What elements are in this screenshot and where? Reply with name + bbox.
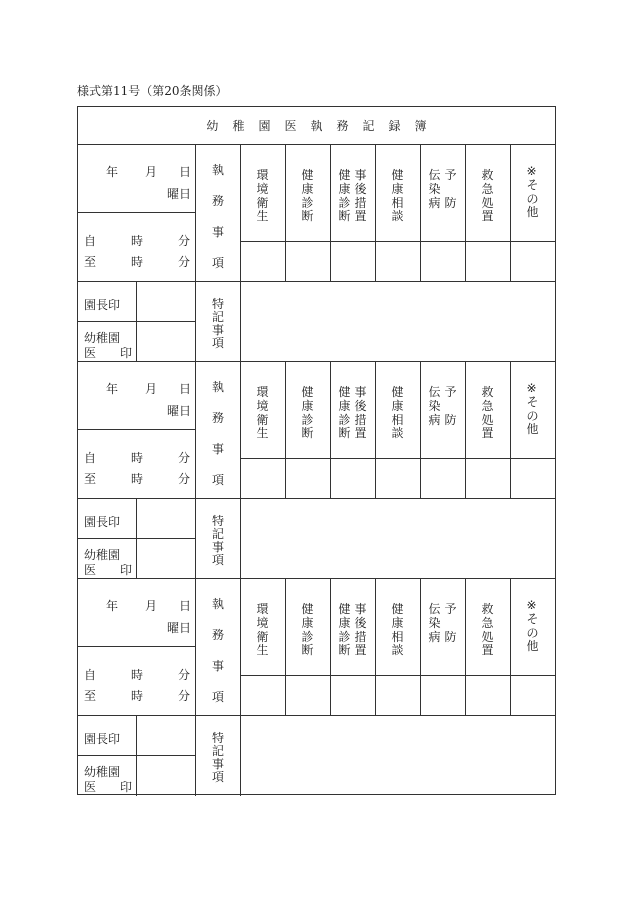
duty-char: 境 bbox=[256, 615, 269, 630]
duty-char: 処 bbox=[481, 195, 494, 210]
duty-char: 他 bbox=[526, 639, 539, 654]
duty-char: ※ bbox=[526, 164, 537, 178]
duty-char: 健 bbox=[391, 602, 404, 616]
duty-char: 康 bbox=[338, 615, 351, 630]
duty-char: 病 bbox=[428, 629, 441, 644]
duty-char: 防 bbox=[444, 629, 457, 644]
duty-char: 診 bbox=[338, 195, 351, 210]
duty-char: 診 bbox=[301, 629, 314, 644]
duty-char: 断 bbox=[301, 209, 314, 224]
duty-char: 衛 bbox=[256, 412, 269, 427]
duty-char bbox=[445, 400, 457, 414]
minute-label: 分 bbox=[178, 472, 191, 486]
duty-entry-cell[interactable] bbox=[330, 676, 375, 715]
duty-char: 防 bbox=[444, 412, 457, 427]
physician-seal-box[interactable] bbox=[137, 322, 195, 361]
duty-char: 予 bbox=[444, 602, 457, 616]
duty-char: 染 bbox=[428, 615, 441, 630]
duty-char: 後 bbox=[354, 615, 367, 630]
principal-seal-label: 園長印 bbox=[84, 515, 121, 529]
duty-char: 断 bbox=[301, 426, 314, 441]
duty-char: 環 bbox=[256, 385, 269, 399]
duty-char bbox=[445, 617, 457, 631]
physician-seal-box[interactable] bbox=[137, 539, 195, 578]
duty-column-3 bbox=[339, 386, 351, 441]
hour-label: 時 bbox=[131, 255, 144, 269]
record-block bbox=[78, 579, 555, 796]
special-notes-char: 事 bbox=[212, 757, 225, 771]
duty-entry-cell[interactable] bbox=[510, 242, 555, 281]
duty-entry-cell[interactable] bbox=[240, 242, 285, 281]
duty-char: 康 bbox=[338, 398, 351, 413]
duty-column-5 bbox=[429, 386, 441, 427]
duty-column-3 bbox=[339, 169, 351, 224]
duty-char: 健 bbox=[301, 385, 314, 399]
duty-char: 伝 bbox=[428, 168, 441, 182]
principal-seal-box[interactable] bbox=[137, 282, 195, 321]
grid-line bbox=[195, 145, 196, 281]
duty-char: 断 bbox=[338, 209, 351, 224]
sheet-title bbox=[78, 107, 555, 145]
duty-column-7 bbox=[527, 599, 539, 654]
duty-char: 診 bbox=[301, 195, 314, 210]
physician-seal-label: 医 印 bbox=[84, 780, 133, 794]
duty-char: 健 bbox=[301, 168, 314, 182]
duty-char: 救 bbox=[481, 168, 494, 182]
duty-char: 急 bbox=[481, 615, 494, 630]
duty-char: 健 bbox=[338, 385, 351, 399]
duty-char: の bbox=[526, 408, 539, 423]
duty-char: 衛 bbox=[256, 195, 269, 210]
duty-char: 談 bbox=[391, 209, 404, 224]
duty-column-5 bbox=[429, 603, 441, 644]
from-label: 自 bbox=[84, 234, 97, 248]
duty-column-5 bbox=[445, 603, 457, 644]
physician-seal-label: 医 印 bbox=[84, 563, 133, 577]
duty-char: 康 bbox=[301, 398, 314, 413]
duty-char: 伝 bbox=[428, 385, 441, 399]
duty-column-6 bbox=[482, 169, 494, 224]
duty-char: 相 bbox=[391, 629, 404, 644]
title-char: 医 bbox=[284, 119, 297, 133]
duty-char: 急 bbox=[481, 181, 494, 196]
grid-line bbox=[195, 715, 196, 796]
weekday-label: 曜日 bbox=[167, 621, 192, 635]
special-notes-char: 特 bbox=[212, 731, 225, 745]
minute-label: 分 bbox=[178, 689, 191, 703]
duty-char: ※ bbox=[526, 381, 537, 395]
day-label: 日 bbox=[179, 599, 192, 613]
duty-char: 急 bbox=[481, 398, 494, 413]
title-char: 録 bbox=[388, 119, 401, 133]
duty-char: 事 bbox=[354, 168, 367, 182]
grid-line bbox=[78, 212, 195, 213]
duty-column-1 bbox=[257, 169, 269, 224]
special-notes-char: 項 bbox=[212, 770, 225, 784]
duty-char: 康 bbox=[391, 181, 404, 196]
special-notes-char: 特 bbox=[212, 514, 225, 528]
special-notes-area[interactable] bbox=[241, 499, 555, 578]
duty-char: 伝 bbox=[428, 602, 441, 616]
duty-record-sheet bbox=[77, 106, 556, 795]
duty-char: 処 bbox=[481, 412, 494, 427]
duty-entry-cell[interactable] bbox=[420, 459, 465, 498]
duty-char: 予 bbox=[444, 168, 457, 182]
duty-entry-cell[interactable] bbox=[330, 459, 375, 498]
month-label: 月 bbox=[145, 382, 158, 396]
duty-char: 談 bbox=[391, 643, 404, 658]
duty-label-char: 務 bbox=[212, 628, 225, 642]
duty-char: 境 bbox=[256, 398, 269, 413]
title-char: 簿 bbox=[414, 119, 427, 133]
minute-label: 分 bbox=[178, 255, 191, 269]
duty-char: 相 bbox=[391, 195, 404, 210]
duty-label-char: 執 bbox=[212, 163, 225, 177]
duty-label-char: 項 bbox=[212, 473, 225, 487]
physician-seal-label: 医 印 bbox=[84, 346, 133, 360]
duty-entry-cell[interactable] bbox=[330, 242, 375, 281]
duty-char: 後 bbox=[354, 398, 367, 413]
duty-char: そ bbox=[526, 177, 539, 192]
duty-entry-cell[interactable] bbox=[420, 676, 465, 715]
duty-char: 措 bbox=[354, 195, 367, 210]
duty-char: 救 bbox=[481, 385, 494, 399]
duty-char: 予 bbox=[444, 385, 457, 399]
special-notes-char: 記 bbox=[212, 310, 225, 324]
duty-column-4 bbox=[392, 603, 404, 658]
duty-entry-cell[interactable] bbox=[285, 676, 330, 715]
duty-char: そ bbox=[526, 394, 539, 409]
duty-column-5 bbox=[429, 169, 441, 210]
duty-char: の bbox=[526, 191, 539, 206]
physician-seal-label: 幼稚園 bbox=[84, 548, 121, 562]
duty-char: 断 bbox=[338, 643, 351, 658]
duty-column-2 bbox=[302, 386, 314, 441]
grid-line bbox=[195, 498, 196, 579]
special-notes-area[interactable] bbox=[241, 282, 555, 361]
title-char: 園 bbox=[258, 119, 271, 133]
grid-line bbox=[78, 429, 195, 430]
duty-entry-cell[interactable] bbox=[465, 242, 510, 281]
special-notes-char: 特 bbox=[212, 297, 225, 311]
weekday-label: 曜日 bbox=[167, 404, 192, 418]
duty-label-char: 事 bbox=[212, 442, 225, 456]
duty-char: 談 bbox=[391, 426, 404, 441]
duty-char bbox=[445, 183, 457, 197]
principal-seal-box[interactable] bbox=[137, 716, 195, 755]
hour-label: 時 bbox=[131, 472, 144, 486]
duty-char: 事 bbox=[354, 385, 367, 399]
duty-char: 康 bbox=[301, 615, 314, 630]
hour-label: 時 bbox=[131, 668, 144, 682]
duty-char: 断 bbox=[301, 643, 314, 658]
to-label: 至 bbox=[84, 472, 97, 486]
duty-label-char: 項 bbox=[212, 256, 225, 270]
record-block bbox=[78, 145, 555, 362]
duty-char: 処 bbox=[481, 629, 494, 644]
duty-char: 置 bbox=[354, 209, 367, 224]
duty-char: ※ bbox=[526, 598, 537, 612]
physician-seal-label: 幼稚園 bbox=[84, 765, 121, 779]
duty-label-char: 事 bbox=[212, 225, 225, 239]
duty-column-1 bbox=[257, 603, 269, 658]
duty-char: 診 bbox=[338, 629, 351, 644]
special-notes-char: 事 bbox=[212, 540, 225, 554]
duty-char: そ bbox=[526, 611, 539, 626]
duty-char: 健 bbox=[391, 385, 404, 399]
duty-char: 置 bbox=[481, 426, 494, 441]
duty-char: 相 bbox=[391, 412, 404, 427]
duty-char: 措 bbox=[354, 412, 367, 427]
duty-char: 生 bbox=[256, 643, 269, 658]
duty-column-3 bbox=[355, 386, 367, 441]
duty-char: 境 bbox=[256, 181, 269, 196]
duty-char: 措 bbox=[354, 629, 367, 644]
duty-column-2 bbox=[302, 169, 314, 224]
title-char: 務 bbox=[336, 119, 349, 133]
duty-char: 診 bbox=[301, 412, 314, 427]
duty-char: 他 bbox=[526, 422, 539, 437]
physician-seal-label: 幼稚園 bbox=[84, 331, 121, 345]
to-label: 至 bbox=[84, 255, 97, 269]
duty-char: 康 bbox=[338, 181, 351, 196]
duty-entry-cell[interactable] bbox=[240, 676, 285, 715]
physician-seal-box[interactable] bbox=[137, 756, 195, 795]
hour-label: 時 bbox=[131, 689, 144, 703]
duty-char: 置 bbox=[481, 209, 494, 224]
day-label: 日 bbox=[179, 382, 192, 396]
duty-label-char: 務 bbox=[212, 194, 225, 208]
duty-column-2 bbox=[302, 603, 314, 658]
duty-column-3 bbox=[355, 169, 367, 224]
duty-char: 康 bbox=[301, 181, 314, 196]
duty-column-1 bbox=[257, 386, 269, 441]
special-notes-char: 記 bbox=[212, 527, 225, 541]
duty-column-4 bbox=[392, 169, 404, 224]
duty-char: 染 bbox=[428, 181, 441, 196]
duty-char: 康 bbox=[391, 615, 404, 630]
title-char: 幼 bbox=[206, 119, 219, 133]
duty-column-6 bbox=[482, 603, 494, 658]
month-label: 月 bbox=[145, 165, 158, 179]
from-label: 自 bbox=[84, 668, 97, 682]
duty-entry-cell[interactable] bbox=[420, 242, 465, 281]
to-label: 至 bbox=[84, 689, 97, 703]
year-label: 年 bbox=[106, 165, 119, 179]
grid-line bbox=[195, 579, 196, 715]
duty-column-5 bbox=[445, 169, 457, 210]
duty-label-char: 事 bbox=[212, 659, 225, 673]
minute-label: 分 bbox=[178, 668, 191, 682]
special-notes-char: 項 bbox=[212, 336, 225, 350]
duty-char: 環 bbox=[256, 168, 269, 182]
duty-char: 後 bbox=[354, 181, 367, 196]
duty-entry-cell[interactable] bbox=[510, 676, 555, 715]
duty-char: 置 bbox=[354, 643, 367, 658]
duty-column-6 bbox=[482, 386, 494, 441]
grid-line bbox=[195, 362, 196, 498]
title-char: 執 bbox=[310, 119, 323, 133]
title-char: 稚 bbox=[232, 119, 245, 133]
minute-label: 分 bbox=[178, 451, 191, 465]
duty-char: 置 bbox=[481, 643, 494, 658]
duty-label-char: 務 bbox=[212, 411, 225, 425]
from-label: 自 bbox=[84, 451, 97, 465]
duty-entry-cell[interactable] bbox=[375, 459, 420, 498]
principal-seal-label: 園長印 bbox=[84, 732, 121, 746]
duty-char: 病 bbox=[428, 195, 441, 210]
day-label: 日 bbox=[179, 165, 192, 179]
year-label: 年 bbox=[106, 599, 119, 613]
minute-label: 分 bbox=[178, 234, 191, 248]
duty-column-5 bbox=[445, 386, 457, 427]
principal-seal-label: 園長印 bbox=[84, 298, 121, 312]
special-notes-char: 記 bbox=[212, 744, 225, 758]
duty-char: 断 bbox=[338, 426, 351, 441]
grid-line bbox=[78, 646, 195, 647]
duty-char: 生 bbox=[256, 426, 269, 441]
duty-char: 他 bbox=[526, 205, 539, 220]
duty-label-char: 執 bbox=[212, 380, 225, 394]
duty-char: 診 bbox=[338, 412, 351, 427]
duty-char: 環 bbox=[256, 602, 269, 616]
duty-label-char: 項 bbox=[212, 690, 225, 704]
duty-column-3 bbox=[355, 603, 367, 658]
special-notes-char: 事 bbox=[212, 323, 225, 337]
principal-seal-box[interactable] bbox=[137, 499, 195, 538]
duty-char: 染 bbox=[428, 398, 441, 413]
duty-char: 病 bbox=[428, 412, 441, 427]
duty-char: 事 bbox=[354, 602, 367, 616]
special-notes-char: 項 bbox=[212, 553, 225, 567]
duty-char: 健 bbox=[338, 168, 351, 182]
duty-entry-cell[interactable] bbox=[465, 459, 510, 498]
duty-column-7 bbox=[527, 165, 539, 220]
year-label: 年 bbox=[106, 382, 119, 396]
duty-char: 健 bbox=[338, 602, 351, 616]
duty-entry-cell[interactable] bbox=[465, 676, 510, 715]
duty-char: 健 bbox=[391, 168, 404, 182]
duty-entry-cell[interactable] bbox=[285, 459, 330, 498]
duty-char: 置 bbox=[354, 426, 367, 441]
duty-char: 康 bbox=[391, 398, 404, 413]
month-label: 月 bbox=[145, 599, 158, 613]
duty-char: 健 bbox=[301, 602, 314, 616]
duty-entry-cell[interactable] bbox=[240, 459, 285, 498]
duty-column-4 bbox=[392, 386, 404, 441]
duty-entry-cell[interactable] bbox=[375, 676, 420, 715]
duty-char: 救 bbox=[481, 602, 494, 616]
duty-label-char: 執 bbox=[212, 597, 225, 611]
weekday-label: 曜日 bbox=[167, 187, 192, 201]
duty-char: の bbox=[526, 625, 539, 640]
duty-char: 衛 bbox=[256, 629, 269, 644]
hour-label: 時 bbox=[131, 451, 144, 465]
special-notes-area[interactable] bbox=[241, 716, 555, 795]
title-char: 記 bbox=[362, 119, 375, 133]
duty-column-7 bbox=[527, 382, 539, 437]
duty-char: 防 bbox=[444, 195, 457, 210]
duty-column-3 bbox=[339, 603, 351, 658]
grid-line bbox=[195, 281, 196, 362]
duty-entry-cell[interactable] bbox=[375, 242, 420, 281]
hour-label: 時 bbox=[131, 234, 144, 248]
form-number: 様式第11号（第20条関係） bbox=[77, 84, 228, 98]
record-block bbox=[78, 362, 555, 579]
duty-char: 生 bbox=[256, 209, 269, 224]
duty-entry-cell[interactable] bbox=[285, 242, 330, 281]
duty-entry-cell[interactable] bbox=[510, 459, 555, 498]
